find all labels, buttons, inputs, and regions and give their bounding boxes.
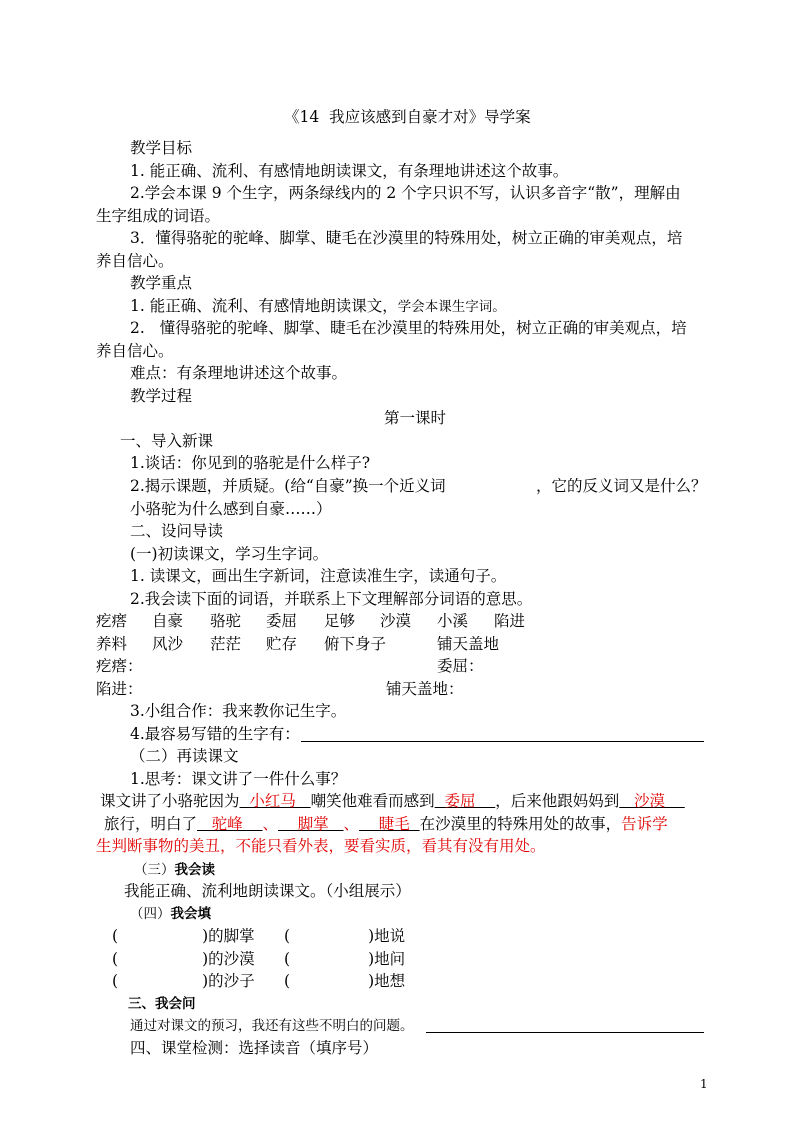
vocab-word: 贮存	[266, 635, 298, 653]
section2-sub2: （二）再读课文	[130, 747, 239, 765]
vocab-word: 陷进	[494, 612, 526, 630]
key-point-2b: 养自信心。	[96, 342, 174, 360]
answer-fill: 小红马	[239, 792, 311, 810]
vocab-word: 养料	[96, 635, 128, 653]
goal-line-1: 1. 能正确、流利、有感情地朗读课文，有条理地讲述这个故事。	[130, 162, 569, 180]
definition-label: 铺天盖地：	[386, 680, 464, 698]
vocab-word: 铺天盖地	[437, 635, 500, 653]
vocab-word: 足够	[324, 612, 356, 630]
section2-task2: 2.我会读下面的词语，并联系上下文理解部分词语的意思。	[130, 590, 533, 608]
read-aloud-line: 我能正确、流利地朗读课文。（小组展示）	[124, 882, 411, 900]
section4-heading: 四、课堂检测：选择读音（填序号）	[130, 1039, 379, 1057]
section1-heading: 一、导入新课	[120, 432, 214, 450]
difficulty-line: 难点：有条理地讲述这个故事。	[130, 364, 348, 382]
vocab-word: 自豪	[152, 612, 184, 630]
definition-label: 委屈：	[437, 657, 484, 675]
vocab-word: 沙漠	[380, 612, 412, 630]
key-point-2a: 2. 懂得骆驼的驼峰、脚掌、睫毛在沙漠里的特殊用处，树立正确的审美观点，培	[130, 319, 687, 337]
definition-label: 疙瘩：	[96, 657, 143, 675]
section1-q2b: ，它的反义词又是什么？	[536, 477, 707, 495]
document-title: 《14 我应该感到自豪才对》导学案	[284, 108, 531, 126]
fill-row-3-right: ( )地想	[284, 972, 406, 990]
vocab-word: 风沙	[152, 635, 184, 653]
section2-task4: 4.最容易写错的生字有：	[130, 725, 300, 743]
answer-line-2: 旅行，明白了 驼峰 、 脚掌 、 睫毛 在沙漠里的特殊用处的故事，告诉学	[104, 815, 668, 833]
vocab-word: 骆驼	[210, 612, 242, 630]
answer-line-3: 生判断事物的美丑，不能只看外表，要看实质，看其有没有用处。	[96, 837, 546, 855]
section2-task1: 1. 读课文，画出生字新词，注意读准生字，读通句子。	[130, 567, 507, 585]
section2-sub3: （三）我会读	[134, 862, 215, 878]
fill-row-3: ( )的沙子	[112, 972, 255, 990]
lesson-heading: 第一课时	[384, 409, 447, 427]
goals-heading: 教学目标	[130, 139, 193, 157]
section2-heading: 二、设问导读	[130, 522, 224, 540]
process-heading: 教学过程	[130, 387, 193, 405]
vocab-word: 茫茫	[210, 635, 242, 653]
section2-sub4: （四）我会填	[130, 906, 211, 922]
answer-blank-line[interactable]	[301, 741, 704, 742]
section1-q2c: 小骆驼为什么感到自豪……）	[130, 500, 332, 518]
answer-fill: 沙漠	[619, 792, 685, 810]
question-blank-line[interactable]	[426, 1032, 704, 1033]
goal-line-2: 2.学会本课 9 个生字，两条绿线内的 2 个字只识不写，认识多音字“散”，理解由	[130, 184, 681, 202]
answer-fill: 驼峰	[197, 815, 263, 833]
section3-line: 通过对课文的预习，我还有这些不明白的问题。	[130, 1018, 414, 1034]
answer-fill: 委屈	[434, 792, 496, 810]
goal-line-4: 3．懂得骆驼的驼峰、脚掌、睫毛在沙漠里的特殊用处，树立正确的审美观点，培	[130, 229, 683, 247]
fill-row-2-right: ( )地问	[284, 950, 406, 968]
section1-q2a: 2.揭示课题，并质疑。(给“自豪”换一个近义词	[130, 477, 446, 495]
vocab-word: 疙瘩	[96, 612, 128, 630]
section3-heading: 三、我会问	[128, 996, 196, 1012]
definition-label: 陷进：	[96, 680, 143, 698]
answer-fill: 脚掌	[278, 815, 344, 833]
key-point-1: 1. 能正确、流利、有感情地朗读课文，学会本课生字词。	[130, 297, 506, 315]
goal-line-3: 生字组成的词语。	[96, 207, 221, 225]
vocab-word: 小溪	[437, 612, 469, 630]
think-question: 1.思考：课文讲了一件什么事？	[130, 770, 347, 788]
page-number: 1	[700, 1077, 708, 1091]
section1-q1: 1.谈话：你见到的骆驼是什么样子?	[130, 454, 371, 472]
section2-sub1: (一)初读课文，学习生字词。	[130, 545, 329, 563]
fill-row-1-right: ( )地说	[284, 927, 406, 945]
key-points-heading: 教学重点	[130, 274, 193, 292]
answer-fill: 睫毛	[359, 815, 420, 833]
goal-line-5: 养自信心。	[96, 252, 174, 270]
answer-line-1: 课文讲了小骆驼因为 小红马 嘲笑他难看而感到 委屈 ，后来他跟妈妈到 沙漠	[100, 792, 685, 810]
section2-task3: 3.小组合作：我来教你记生字。	[130, 702, 347, 720]
vocab-word: 俯下身子	[324, 635, 387, 653]
vocab-word: 委屈	[266, 612, 298, 630]
fill-row-2: ( )的沙漠	[112, 950, 255, 968]
fill-row-1: ( )的脚掌	[112, 927, 255, 945]
